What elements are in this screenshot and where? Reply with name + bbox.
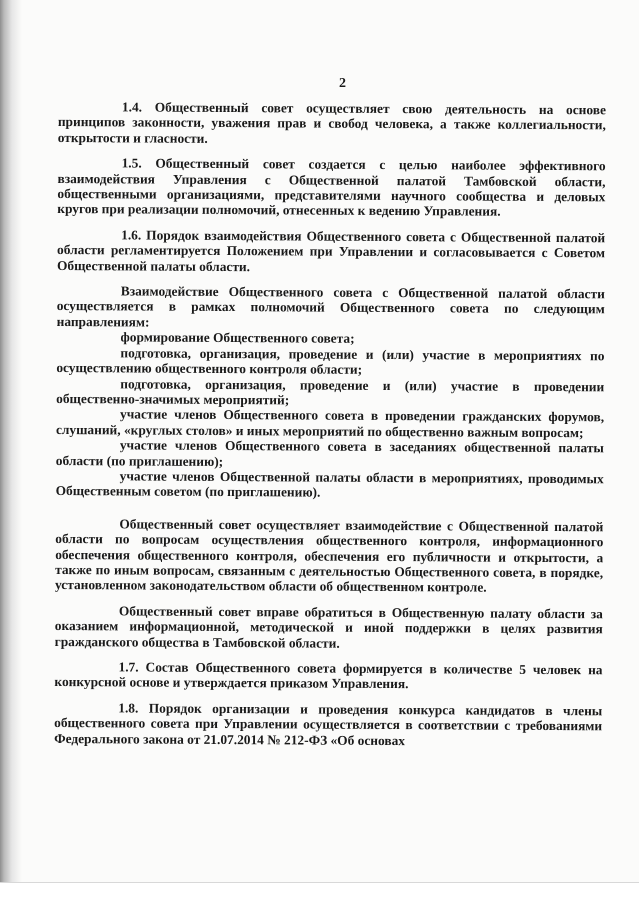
paragraph-interaction-intro: Взаимодействие Общественного совета с Общественной палатой области осуществляется в рамках полномочий Общественного совета по следующим направлениям: bbox=[56, 283, 605, 330]
list-item: участие членов Общественной палаты области в мероприятиях, проводимых Общественным советом (по приглашению). bbox=[55, 468, 604, 500]
document-body bbox=[54, 99, 606, 749]
list-item: подготовка, организация, проведение и (или) участие в мероприятиях по осуществлению общественного контроля области; bbox=[56, 345, 605, 377]
list-item: формирование Общественного совета; bbox=[120, 329, 355, 347]
list-item: участие членов Общественного совета в проведении гражданских форумов, слушаний, «круглых столов» и иных мероприятий по общественно важным вопросам; bbox=[55, 406, 605, 440]
scan-bottom-margin bbox=[0, 882, 639, 905]
paragraph-1-4: 1.4. Общественный совет осуществляет свою деятельность на основе принципов законности, уважения прав и свобод человека, а также коллегиальности, открытости и гласности. bbox=[57, 99, 606, 146]
paragraph-public-control: Общественный совет осуществляет взаимодействие с Общественной палатой области по вопросам осуществления общественного контроля, информационного обеспечения общественного контроля, обеспечения его публичности и открытости, а также по иным вопросам, связанным с деятельностью Общественного совета, в порядке, установленном законодательством области об общественном контроле. bbox=[54, 516, 604, 596]
scan-shadow-edge bbox=[0, 0, 22, 905]
paragraph-1-6: 1.6. Порядок взаимодействия Общественного совета с Общественной палатой области регламентируется Положением при Управлении и согласовывается с Советом Общественной палаты области. bbox=[56, 227, 606, 274]
list-item: участие членов Общественного совета в заседаниях общественной палаты области (по приглашению); bbox=[55, 437, 604, 469]
paragraph-1-8: 1.8. Порядок организации и проведения конкурса кандидатов в члены общественного совета при Управлении осуществляется в соответствии с требованиями Федерального закона от 21.07.2014 № 212-ФЗ «Об основах bbox=[54, 700, 603, 748]
page-number: 2 bbox=[339, 76, 346, 91]
paragraph-support: Общественный совет вправе обратиться в Общественную палату области за оказанием информационной, методической и иной поддержки в целях развития гражданского общества в Тамбовской области. bbox=[54, 603, 603, 651]
paragraph-1-7: 1.7. Состав Общественного совета формируется в количестве 5 человек на конкурсной основе и утверждается приказом Управления. bbox=[54, 659, 603, 692]
paragraph-1-5: 1.5. Общественный совет создается с целью наиболее эффективного взаимодействия Управления с Общественной палатой Тамбовской области, общественными организациями, представителями научного сообщества и деловых кругов при реализации полномочий, отнесенных к ведению Управления. bbox=[57, 155, 606, 220]
list-item: подготовка, организация, проведение и (или) участие в проведении общественно-значимых мероприятий; bbox=[56, 375, 605, 408]
